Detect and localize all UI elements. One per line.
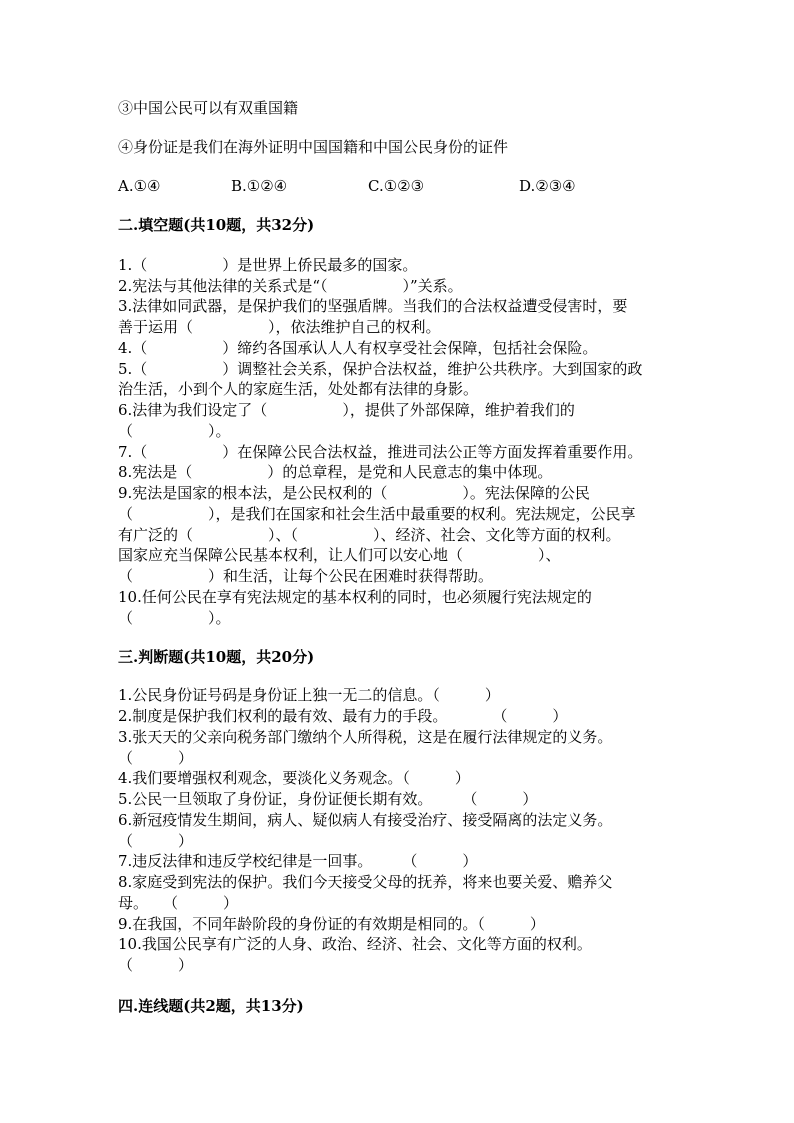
judge-line: 6.新冠疫情发生期间，病人、疑似病人有接受治疗、接受隔离的法定义务。 (118, 811, 613, 829)
judge-line: （ ） (118, 832, 194, 850)
judge-line: 2.制度是保护我们权利的最有效、最有力的手段。 （ ） (118, 707, 568, 725)
option-b: B.①②④ (231, 177, 288, 195)
section-heading: 三.判断题(共10题，共20分) (118, 648, 315, 666)
fill-blank-line: 1.（ ）是世界上侨民最多的国家。 (118, 256, 418, 274)
judge-line: （ ） (118, 749, 194, 767)
judge-line: 8.家庭受到宪法的保护。我们今天接受父母的抚养，将来也要关爱、赡养父 (118, 873, 613, 891)
fill-blank-line: 4.（ ）缔约各国承认人人有权享受社会保障，包括社会保险。 (118, 339, 598, 357)
fill-blank-line: 10.任何公民在享有宪法规定的基本权利的同时，也必须履行宪法规定的 (118, 588, 592, 606)
judge-line: 9.在我国，不同年龄阶段的身份证的有效期是相同的。（ ） (118, 915, 545, 933)
judge-line: 5.公民一旦领取了身份证，身份证便长期有效。 （ ） (118, 790, 538, 808)
section-heading: 四.连线题(共2题，共13分) (118, 997, 304, 1015)
fill-blank-line: 国家应充当保障公民基本权利，让人们可以安心地（ ）、 (118, 546, 561, 564)
judge-line: 7.违反法律和违反学校纪律是一回事。 （ ） (118, 852, 478, 870)
fill-blank-line: 2.宪法与其他法律的关系式是“（ ）”关系。 (118, 277, 463, 295)
judge-line: 4.我们要增强权利观念，要淡化义务观念。（ ） (118, 769, 470, 787)
option-d: D.②③④ (519, 177, 576, 195)
judge-line: （ ） (118, 956, 194, 974)
fill-blank-line: 5.（ ）调整社会关系，保护合法权益，维护公共秩序。大到国家的政 (118, 360, 643, 378)
fill-blank-line: 9.宪法是国家的根本法，是公民权利的（ ）。宪法保障的公民 (118, 484, 590, 502)
fill-blank-line: （ ）。 (118, 422, 231, 440)
fill-blank-line: 善于运用（ ），依法维护自己的权利。 (118, 318, 441, 336)
fill-blank-line: 7.（ ）在保障公民合法权益，推进司法公正等方面发挥着重要作用。 (118, 443, 643, 461)
option-a: A.①④ (118, 177, 161, 195)
section-heading: 二.填空题(共10题，共32分) (118, 216, 315, 234)
question-item: ④身份证是我们在海外证明中国国籍和中国公民身份的证件 (118, 138, 509, 156)
fill-blank-line: 8.宪法是（ ）的总章程，是党和人民意志的集中体现。 (118, 463, 553, 481)
fill-blank-line: （ ），是我们在国家和社会生活中最重要的权利。宪法规定，公民享 (118, 505, 636, 523)
judge-line: 3.张天天的父亲向税务部门缴纳个人所得税，这是在履行法律规定的义务。 (118, 728, 613, 746)
fill-blank-line: （ ）。 (118, 609, 231, 627)
option-c: C.①②③ (368, 177, 425, 195)
fill-blank-line: （ ）和生活，让每个公民在困难时获得帮助。 (118, 567, 494, 585)
judge-line: 1.公民身份证号码是身份证上独一无二的信息。（ ） (118, 686, 500, 704)
question-item: ③中国公民可以有双重国籍 (118, 99, 299, 117)
fill-blank-line: 有广泛的（ ）、（ ）、经济、社会、文化等方面的权利。 (118, 526, 621, 544)
judge-line: 母。 （ ） (118, 894, 239, 912)
judge-line: 10.我国公民享有广泛的人身、政治、经济、社会、文化等方面的权利。 (118, 935, 592, 953)
fill-blank-line: 6.法律为我们设定了（ ），提供了外部保障，维护着我们的 (118, 401, 575, 419)
fill-blank-line: 治生活，小到个人的家庭生活，处处都有法律的身影。 (118, 380, 479, 398)
fill-blank-line: 3.法律如同武器，是保护我们的坚强盾牌。当我们的合法权益遭受侵害时，要 (118, 297, 628, 315)
